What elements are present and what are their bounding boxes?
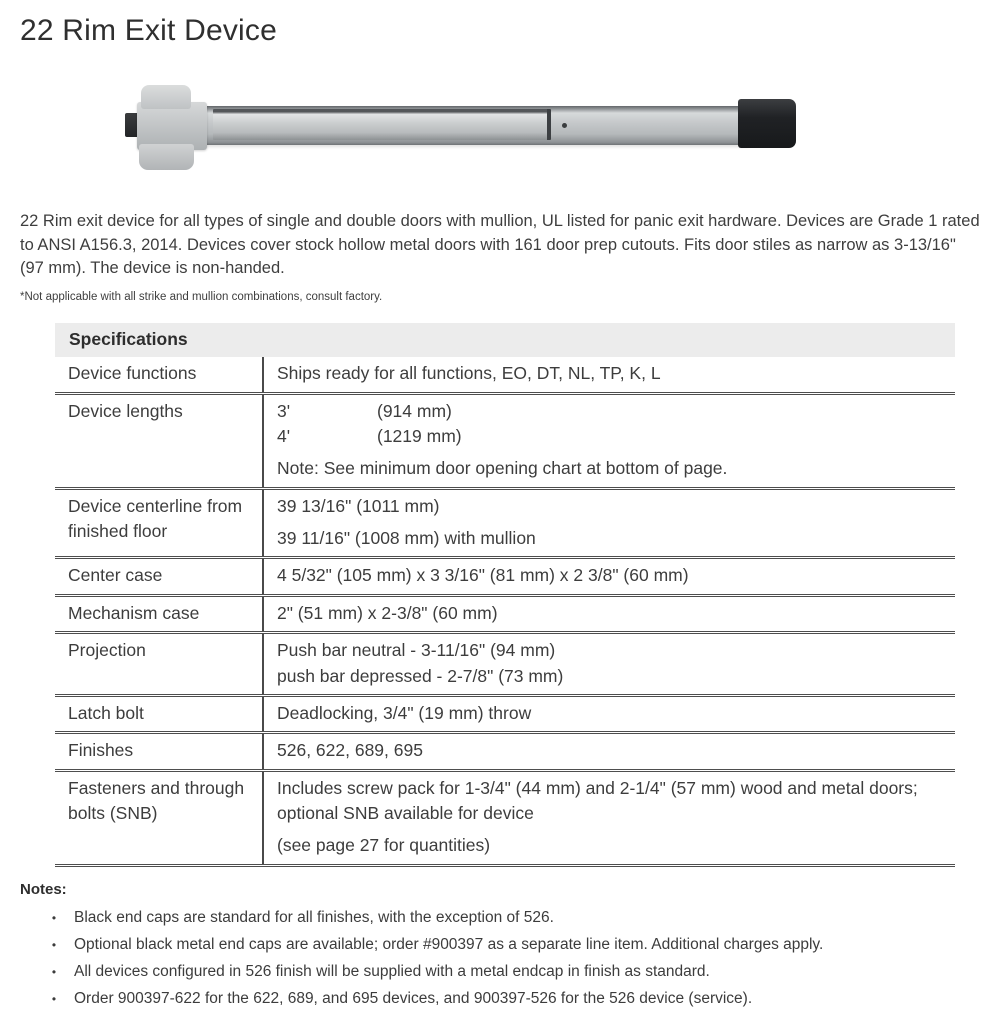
device-center-case-top-cap [141, 85, 191, 109]
spec-row [55, 734, 955, 771]
spec-value-col: (914 mm) [377, 400, 452, 421]
specifications-header: Specifications [55, 323, 955, 357]
spec-row [55, 559, 955, 596]
device-center-case-bottom-cap [139, 144, 194, 170]
spec-value-line: Includes screw pack for 1-3/4" (44 mm) and 2-1/4" (57 mm) wood and metal doors; optional SNB available for device [277, 777, 918, 824]
bullet-icon: • [51, 937, 57, 952]
spec-label: Projection [68, 640, 146, 661]
spec-value [262, 697, 955, 731]
spec-label: Center case [68, 565, 163, 586]
spec-label: Device lengths [68, 400, 183, 421]
spec-value-col: 4' [277, 425, 291, 446]
device-cylinder-dot [562, 123, 567, 128]
spec-row [55, 772, 955, 867]
notes-section [20, 881, 955, 1011]
page-title: 22 Rim Exit Device [20, 14, 278, 47]
spec-label: Fasteners and through bolts (SNB) [68, 777, 245, 824]
spec-value-line: Deadlocking, 3/4" (19 mm) throw [277, 702, 532, 723]
note-text: Optional black metal end caps are available; order #900397 as a separate line item. Additional charges apply. [74, 935, 824, 953]
spec-label: Finishes [68, 740, 134, 761]
spec-row [55, 634, 955, 697]
note-text: Order 900397-622 for the 622, 689, and 695 devices, and 900397-526 for the 526 device (service). [74, 989, 753, 1007]
spec-label: Latch bolt [68, 702, 144, 723]
note-text: All devices configured in 526 finish will be supplied with a metal endcap in finish as standard. [74, 962, 710, 980]
spec-value [262, 634, 955, 694]
note-text: Black end caps are standard for all finishes, with the exception of 526. [74, 908, 554, 926]
spec-value-line: Push bar neutral - 3-11/16" (94 mm) [277, 640, 556, 661]
spec-row [55, 395, 955, 490]
spec-value [262, 597, 955, 631]
spec-value [262, 395, 955, 487]
device-center-case [137, 102, 207, 150]
spec-value-line: 39 11/16" (1008 mm) with mullion [277, 528, 536, 549]
note-item [20, 960, 955, 984]
spec-value [262, 559, 955, 593]
spec-row [55, 357, 955, 394]
device-end-cap [738, 99, 796, 148]
spec-value-line: 526, 622, 689, 695 [277, 740, 423, 761]
notes-heading: Notes: [20, 880, 67, 898]
spec-value-line: 4 5/32" (105 mm) x 3 3/16" (81 mm) x 2 3/8" (60 mm) [277, 565, 689, 586]
spec-label: Device centerline from finished floor [68, 495, 243, 542]
spec-row [55, 597, 955, 634]
spec-label: Mechanism case [68, 602, 200, 623]
spec-value-line [277, 424, 947, 449]
spec-row [55, 697, 955, 734]
spec-value [262, 772, 955, 864]
specifications-table [55, 323, 955, 867]
bullet-icon: • [51, 910, 57, 925]
note-item [20, 933, 955, 957]
specifications-rows [55, 357, 955, 867]
spec-value-line: Ships ready for all functions, EO, DT, NL, TP, K, L [277, 363, 661, 384]
footnote: *Not applicable with all strike and mullion combinations, consult factory. [20, 290, 383, 303]
spec-value-line: push bar depressed - 2-7/8" (73 mm) [277, 665, 564, 686]
note-item [20, 906, 955, 930]
spec-value-col: 3' [277, 400, 291, 421]
spec-value-line [277, 399, 947, 424]
spec-value-line: 39 13/16" (1011 mm) [277, 495, 440, 516]
spec-value [262, 490, 955, 557]
spec-value [262, 357, 955, 391]
note-item [20, 987, 955, 1011]
bullet-icon: • [51, 964, 57, 979]
spec-label: Device functions [68, 363, 197, 384]
notes-list [20, 906, 955, 1011]
bullet-icon: • [51, 991, 57, 1006]
product-image [110, 78, 810, 180]
spec-value-col: (1219 mm) [377, 425, 462, 446]
spec-value [262, 734, 955, 768]
spec-row [55, 490, 955, 560]
spec-value-line: Note: See minimum door opening chart at bottom of page. [277, 458, 728, 479]
spec-value-line: 2" (51 mm) x 2-3/8" (60 mm) [277, 602, 498, 623]
device-push-pad [213, 109, 551, 140]
spec-value-line: (see page 27 for quantities) [277, 835, 491, 856]
product-description: 22 Rim exit device for all types of single and double doors with mullion, UL listed for panic exit hardware. Devices are Grade 1 rated to ANSI A156.3, 2014. Devices cover stock hollow metal doors with 161 door prep cutouts. Fits door stiles as narrow as 3-13/16" (97 mm). The device is non-handed. [20, 212, 980, 278]
